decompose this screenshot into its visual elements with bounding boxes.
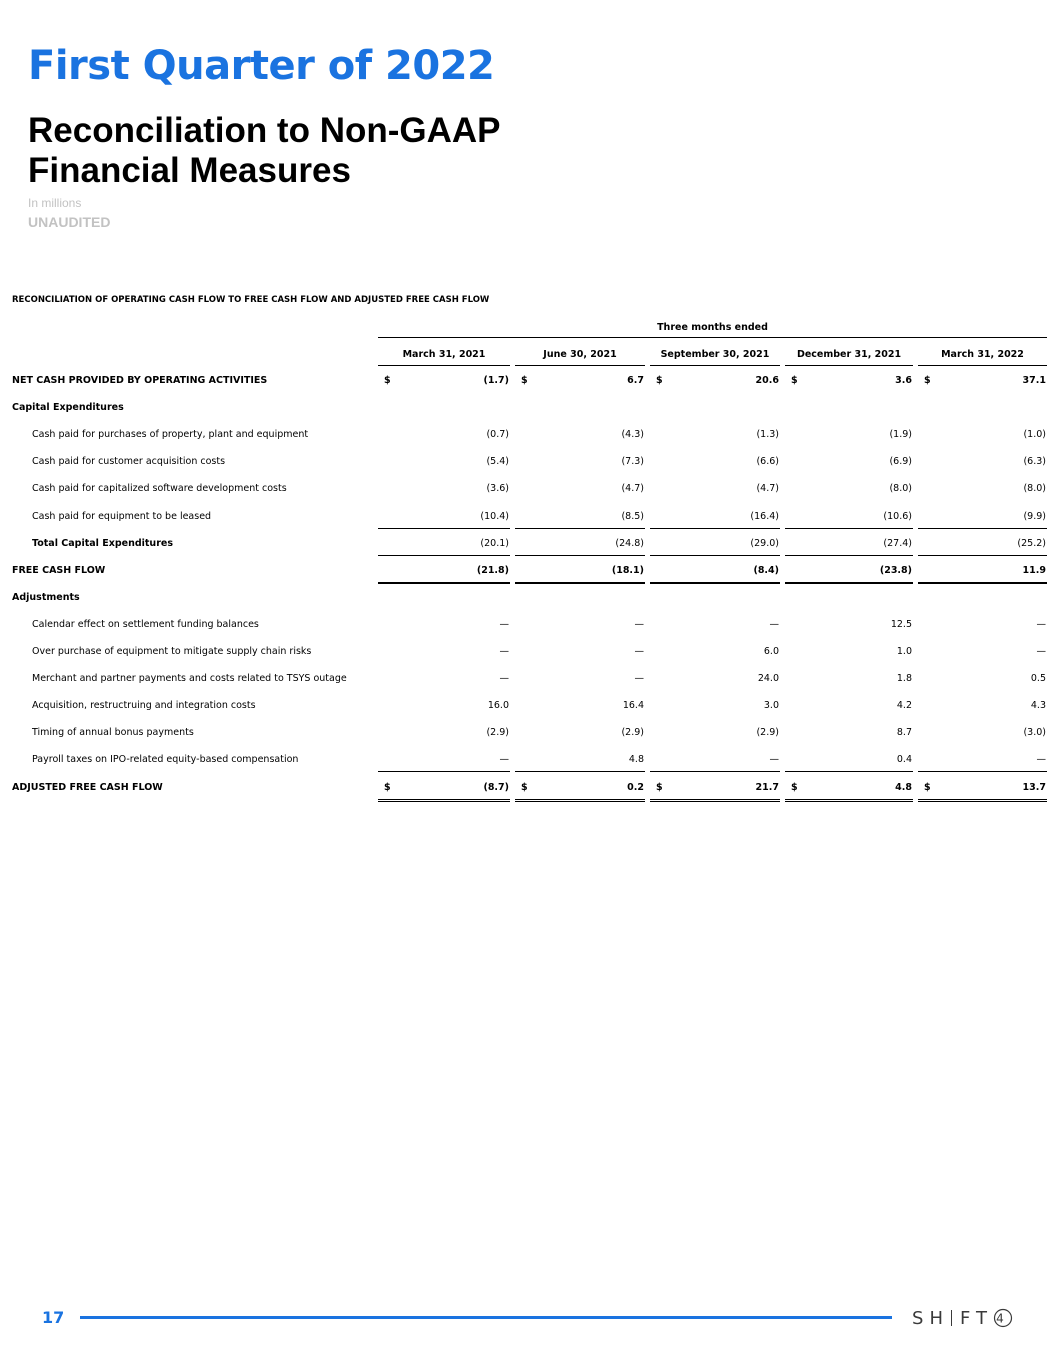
cell-value: (25.2): [1017, 537, 1046, 549]
cell-value: (8.0): [889, 483, 912, 495]
row-label: Cash paid for equipment to be leased: [32, 510, 212, 522]
underline: [918, 771, 1047, 772]
logo-text-h: H: [929, 1307, 949, 1329]
cell-value: 13.7: [1022, 781, 1046, 793]
logo-text-ift: FT: [959, 1307, 994, 1329]
table-title: RECONCILIATION OF OPERATING CASH FLOW TO FREE CASH FLOW AND ADJUSTED FREE CASH FLOW: [12, 295, 490, 305]
underline: [918, 582, 1047, 584]
table-row: [0, 747, 1055, 774]
logo-circle-four-icon: [993, 1308, 1013, 1328]
cell-value: —: [499, 673, 509, 685]
row-label: Acquisition, restructruing and integration costs: [32, 700, 256, 712]
cell-value: (24.8): [615, 537, 644, 549]
currency-symbol: $: [656, 781, 663, 793]
underline: [785, 555, 913, 556]
row-label: Cash paid for capitalized software development costs: [32, 483, 287, 495]
table-row: [0, 368, 1055, 395]
cell-value: 20.6: [755, 375, 779, 386]
currency-symbol: $: [384, 781, 391, 793]
page-title: [28, 111, 501, 191]
table-row: [0, 666, 1055, 693]
cell-value: 6.7: [627, 375, 644, 386]
row-label: Timing of annual bonus payments: [32, 727, 194, 739]
cell-value: 37.1: [1022, 375, 1046, 386]
row-label: Merchant and partner payments and costs related to TSYS outage: [32, 673, 347, 685]
column-header: December 31, 2021: [785, 349, 913, 366]
cell-value: (1.7): [483, 375, 509, 386]
underline: [515, 582, 645, 584]
currency-symbol: $: [924, 375, 931, 386]
cell-value: 4.3: [1030, 700, 1046, 712]
row-label: Adjustments: [12, 591, 80, 603]
underline: [918, 555, 1047, 556]
cell-value: —: [499, 618, 509, 630]
table-row: [0, 693, 1055, 720]
underline: [515, 528, 645, 529]
table-row: [0, 395, 1055, 422]
currency-symbol: $: [924, 781, 931, 793]
table-row: [0, 422, 1055, 449]
cell-value: (1.9): [889, 429, 912, 441]
page-title-line-2: Financial Measures: [28, 151, 351, 190]
period-header-rule: [378, 337, 1047, 338]
cell-value: (8.0): [1023, 483, 1046, 495]
table-row: [0, 558, 1055, 585]
page-number: 17: [42, 1308, 65, 1327]
unaudited-label: UNAUDITED: [28, 214, 111, 230]
page-title-line-1: Reconciliation to Non-GAAP: [28, 111, 501, 150]
currency-symbol: $: [521, 375, 528, 386]
period-header: Three months ended: [657, 322, 768, 333]
column-header: March 31, 2021: [378, 349, 510, 366]
table-row: [0, 775, 1055, 802]
cell-value: —: [1036, 646, 1046, 657]
row-label: ADJUSTED FREE CASH FLOW: [12, 781, 163, 793]
double-underline: [515, 799, 645, 802]
underline: [515, 555, 645, 556]
cell-value: —: [769, 754, 779, 766]
cell-value: (8.7): [483, 781, 509, 793]
row-label: Calendar effect on settlement funding balances: [32, 618, 259, 630]
cell-value: (6.9): [889, 456, 912, 468]
cell-value: 3.6: [895, 375, 912, 386]
row-label: NET CASH PROVIDED BY OPERATING ACTIVITIES: [12, 375, 268, 386]
underline: [650, 528, 780, 529]
shift4-logo: [912, 1306, 1013, 1330]
currency-symbol: $: [656, 375, 663, 386]
double-underline: [918, 799, 1047, 802]
underline: [515, 771, 645, 772]
cell-value: (9.9): [1023, 510, 1046, 522]
cell-value: —: [1036, 754, 1046, 766]
table-row: [0, 585, 1055, 612]
column-header: June 30, 2021: [515, 349, 645, 366]
cell-value: —: [634, 646, 644, 657]
cell-value: 1.0: [896, 646, 912, 657]
cell-value: (20.1): [480, 537, 509, 549]
cell-value: (2.9): [486, 727, 509, 739]
cell-value: (16.4): [750, 510, 779, 522]
cell-value: 4.2: [896, 700, 912, 712]
underline: [785, 771, 913, 772]
cell-value: —: [499, 754, 509, 766]
underline: [785, 528, 913, 529]
underline: [918, 528, 1047, 529]
cell-value: (7.3): [621, 456, 644, 468]
row-label: Cash paid for purchases of property, plant and equipment: [32, 429, 309, 441]
logo-bar: [951, 1310, 952, 1326]
cell-value: —: [499, 646, 509, 657]
table-row: [0, 449, 1055, 476]
cell-value: 16.4: [622, 700, 644, 712]
cell-value: (18.1): [611, 564, 644, 576]
underline: [650, 582, 780, 584]
logo-text-s: S: [912, 1307, 930, 1329]
cell-value: (2.9): [756, 727, 779, 739]
footer-rule: [80, 1316, 892, 1319]
double-underline: [378, 799, 510, 802]
cell-value: —: [634, 618, 644, 630]
cell-value: (8.5): [621, 510, 644, 522]
quarter-title: First Quarter of 2022: [28, 43, 495, 89]
underline: [378, 582, 510, 584]
units-note: In millions: [28, 196, 82, 210]
row-label: Cash paid for customer acquisition costs: [32, 456, 226, 468]
column-header: March 31, 2022: [918, 349, 1047, 366]
cell-value: (2.9): [621, 727, 644, 739]
cell-value: 0.5: [1030, 673, 1046, 685]
row-label: Total Capital Expenditures: [32, 537, 173, 549]
cell-value: (0.7): [486, 429, 509, 441]
cell-value: 11.9: [1022, 564, 1046, 576]
table-row: [0, 476, 1055, 503]
cell-value: (21.8): [476, 564, 509, 576]
cell-value: —: [1036, 618, 1046, 630]
currency-symbol: $: [521, 781, 528, 793]
cell-value: 21.7: [755, 781, 779, 793]
currency-symbol: $: [384, 375, 391, 386]
cell-value: (27.4): [883, 537, 912, 549]
cell-value: (23.8): [879, 564, 912, 576]
cell-value: (3.0): [1023, 727, 1046, 739]
cell-value: 6.0: [763, 646, 779, 657]
underline: [378, 555, 510, 556]
cell-value: 4.8: [895, 781, 912, 793]
table-row: [0, 531, 1055, 558]
cell-value: (1.0): [1023, 429, 1046, 441]
row-label: Capital Expenditures: [12, 402, 124, 414]
cell-value: 0.4: [896, 754, 912, 766]
cell-value: (6.3): [1023, 456, 1046, 468]
cell-value: —: [769, 618, 779, 630]
cell-value: 12.5: [890, 618, 912, 630]
currency-symbol: $: [791, 375, 798, 386]
cell-value: 1.8: [896, 673, 912, 685]
underline: [378, 528, 510, 529]
row-label: Over purchase of equipment to mitigate supply chain risks: [32, 646, 312, 657]
cell-value: 4.8: [628, 754, 644, 766]
table-row: [0, 720, 1055, 747]
cell-value: (5.4): [486, 456, 509, 468]
cell-value: (4.3): [621, 429, 644, 441]
table-row: [0, 639, 1055, 666]
double-underline: [650, 799, 780, 802]
cell-value: (10.4): [480, 510, 509, 522]
cell-value: 24.0: [757, 673, 779, 685]
row-label: Payroll taxes on IPO-related equity-based compensation: [32, 754, 299, 766]
column-header: September 30, 2021: [650, 349, 780, 366]
double-underline: [785, 799, 913, 802]
cell-value: —: [634, 673, 644, 685]
cell-value: (3.6): [486, 483, 509, 495]
logo-numeral: 4: [996, 1311, 1010, 1326]
cell-value: (1.3): [756, 429, 779, 441]
table-row: [0, 612, 1055, 639]
currency-symbol: $: [791, 781, 798, 793]
cell-value: 8.7: [896, 727, 912, 739]
cell-value: 16.0: [487, 700, 509, 712]
row-label: FREE CASH FLOW: [12, 564, 106, 576]
cell-value: (29.0): [750, 537, 779, 549]
cell-value: 3.0: [763, 700, 779, 712]
underline: [650, 771, 780, 772]
underline: [785, 582, 913, 584]
cell-value: (8.4): [753, 564, 779, 576]
cell-value: (10.6): [883, 510, 912, 522]
cell-value: (6.6): [756, 456, 779, 468]
cell-value: (4.7): [621, 483, 644, 495]
underline: [650, 555, 780, 556]
cell-value: 0.2: [627, 781, 644, 793]
underline: [378, 771, 510, 772]
cell-value: (4.7): [756, 483, 779, 495]
table-row: [0, 504, 1055, 531]
